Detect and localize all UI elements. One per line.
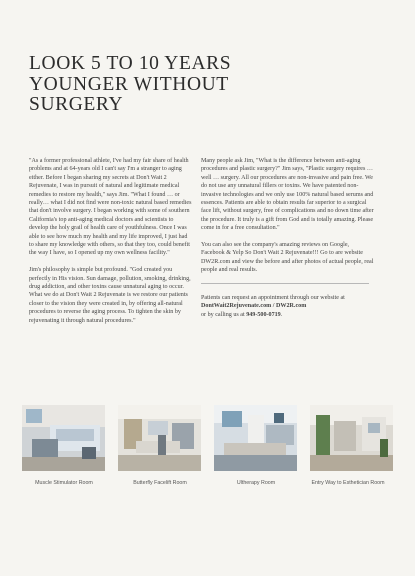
right-paragraph-1: Many people ask Jim, "What is the difference between anti-aging procedures and plastic surgery?" Jim says, "Plastic surgery requires … well … surgery. All our procedures are non-invasive and pain free. We do not use any unnatural fillers or toxins. We have patented non-invasive technologies and we only use 100% natural based serums and essences. Patients are able to obtain results far superior to a surgical face lift, without surgery, free of complications and no down time after the procedure. It truly is a gift from God and is totally amazing. Please come in for a free consultation.": [201, 158, 374, 232]
left-column: [29, 157, 193, 334]
photo-strip: [22, 405, 393, 475]
website-link[interactable]: DontWait2Rejuvenate.com / DW2R.com: [201, 303, 307, 310]
phone-suffix: .: [280, 311, 283, 318]
caption-butterfly-facelift-room: Butterfly Facelift Room: [133, 480, 187, 486]
column-divider: [201, 283, 369, 284]
headline: [29, 54, 369, 116]
right-paragraph-2: You can also see the company's amazing reviews on Google, Facebook & Yelp So Don't Wait 2 Rejuvenate!!! Go to are website DW2R.com and view the before and after photos of actual people, real people and real results.: [201, 242, 374, 274]
contact-paragraph: [201, 294, 374, 319]
phone-number[interactable]: 949-500-0719: [246, 311, 281, 318]
caption-entry-way: Entry Way to Esthetician Room: [311, 480, 385, 486]
phone-prefix: or by calling us at: [201, 311, 245, 318]
headline-line-1: LOOK 5 TO 10 YEARS: [29, 53, 232, 74]
caption-muscle-stimulator-room: Muscle Stimulator Room: [35, 480, 93, 486]
muscle-stimulator-room-photo: [22, 405, 105, 471]
left-paragraph-1: "As a former professional athlete, I've had my fair share of health problems and at 64-years old I can't say I'm a stranger to aging either. Before I began sharing my secrets at Don't Wait 2 Rejuvenate, I was in pursuit of natural and legitimate medical remedies to restore my health," says Jim. "What I found … or really… what I did not find were non-toxic natural based remedies that don't involve surgery. I began working with some of southern California's top anti-aging medical doctors and scientists to develop the holy grail of health care of youthfulness. Once I was able to see how much my health and my life improved, I just had to share my knowledge with others, so that they too, could benefit the way I have, so I opened up my own wellness facility.": [29, 158, 192, 257]
left-paragraph-2: Jim's philosophy is simple but profound. "God created you perfectly in His vision. Sun damage, pollution, smoking, drinking, drug addiction, and other toxins cause unnatural aging to occur. What we do at Don't Wait 2 Rejuvenate is we restore our patients closer to the vision they were created in, by offering all-natural procedures to reverse the aging process. To tighten the skin by rejuvenating it through natural procedures.": [29, 267, 191, 324]
butterfly-facelift-room-photo: [118, 405, 201, 471]
caption-ultherapy-room: Ultherapy Room: [236, 480, 276, 486]
contact-intro: Patients can request an appointment through our website at: [201, 295, 345, 302]
headline-line-3: SURGERY: [29, 94, 124, 115]
entry-way-photo: [310, 405, 393, 471]
right-column: [201, 157, 374, 328]
ultherapy-room-photo: [214, 405, 297, 471]
headline-line-2: YOUNGER WITHOUT: [29, 73, 229, 95]
